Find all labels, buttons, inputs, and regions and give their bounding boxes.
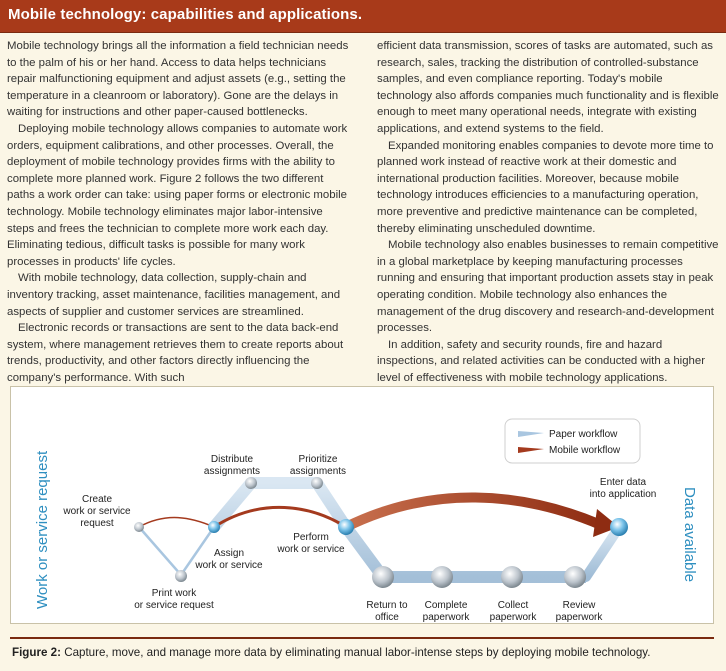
label-enter-2: into application [589,489,657,500]
paragraph: With mobile technology, data collection, supply-chain and inventory tracking, asset maintenance, facilities management, and aspects of supplier and customer services are streamlined. [7,272,341,318]
node-assign [208,521,220,533]
figure-caption [12,646,718,659]
legend-paper-label: Paper workflow [549,429,618,440]
paragraph: Expanded monitoring enables companies to devote more time to planned work instead of reactive work at their domestic and international production facilities. Moreover, because mobile technology introduces efficiencies to a manufacturing operation, more preventive and predictive maintenance can be completed, thereby eliminating unscheduled downtime. [377,139,714,235]
label-create-3: request [80,518,114,529]
caption-divider [10,637,714,639]
figure-2-diagram [10,386,714,624]
workflow-diagram [11,387,713,623]
label-print-1: Print work [151,588,197,599]
paragraph: Mobile technology brings all the information a field technician needs to the palm of his or her hand. Access to data helps technicians repair malfunctioning equipment and adjust assets (e.g., setting the temperature in a cleanroom or laboratory). Gone are the delays in waiting for instructions and other paper-caused bottlenecks. [7,40,349,119]
label-distribute-1: Distribute [210,454,254,465]
node-print [175,570,187,582]
paragraph: Electronic records or transactions are sent to the data back-end system, where management retrieves them to create reports about trends, productivity, and other factors directly influencing the company's performance. With such [7,322,344,384]
node-collect [501,566,523,588]
label-prioritize-2: assignments [289,466,347,477]
caption-text: Capture, move, and manage more data by eliminating manual labor-intense steps by deploying mobile technology. [60,646,651,659]
node-enter [610,518,628,536]
label-complete-1: Complete [424,600,468,611]
page-title: Mobile technology: capabilities and applications. [8,6,363,23]
label-print-2: or service request [134,600,214,611]
node-perform [338,519,354,535]
paragraph: Mobile technology also enables businesses to remain competitive in a global marketplace by keeping manufacturing processes running and ensuring that important production assets stay in peak operating condition. Mobile technology also enhances the management of the drug discovery and research-and-development processes. [377,239,719,335]
left-axis-label: Work or service request [34,450,51,609]
node-create [134,522,144,532]
right-column [377,38,719,386]
label-review-1: Review [562,600,596,611]
paragraph: Deploying mobile technology allows companies to automate work orders, equipment calibrations, and other processes. Overall, the deployment of mobile technology provides firms with the ability to complete more planned work. Figure 2 follows the two different paths a work order can take: using paper forms or electronic mobile technology. Mobile technology eliminates major labor-intensive steps and frees the technician to complete more work each day. Eliminating tedious, difficult tasks is possible for many work processes in products' life cycles. [7,122,348,268]
node-complete [431,566,453,588]
right-axis-label: Data available [681,487,698,583]
label-assign-1: Assign [213,548,245,559]
label-create-1: Create [81,494,113,505]
label-distribute-2: assignments [203,466,261,477]
node-prioritize [311,477,323,489]
label-return-2: office [375,612,399,623]
label-collect-2: paperwork [489,612,537,623]
label-assign-2: work or service [195,560,263,571]
left-column [7,38,353,386]
title-bar [0,0,726,33]
paragraph: In addition, safety and security rounds, fire and hazard inspections, and related activities can be conducted with a higher level of effectiveness with mobile technology applications. [377,338,705,384]
node-review [564,566,586,588]
label-return-1: Return to [366,600,408,611]
label-review-2: paperwork [555,612,603,623]
paragraph: efficient data transmission, scores of tasks are automated, such as research, sales, tracking the distribution of controlled-substance samples, and even compliance reporting. Today's mobile technology also affords companies much functionality and is flexible enough to meet many operational needs, integrate with existing applications, and extend systems to the field. [377,40,719,135]
legend [505,419,640,463]
node-distribute [245,477,257,489]
label-collect-1: Collect [497,600,529,611]
label-enter-1: Enter data [599,477,647,488]
label-complete-2: paperwork [422,612,470,623]
caption-label: Figure 2: [12,646,61,659]
label-create-2: work or service [63,506,131,517]
label-perform-1: Perform [293,532,329,543]
label-perform-2: work or service [277,544,345,555]
node-return [372,566,394,588]
legend-mobile-label: Mobile workflow [549,445,621,456]
label-prioritize-1: Prioritize [298,454,338,465]
